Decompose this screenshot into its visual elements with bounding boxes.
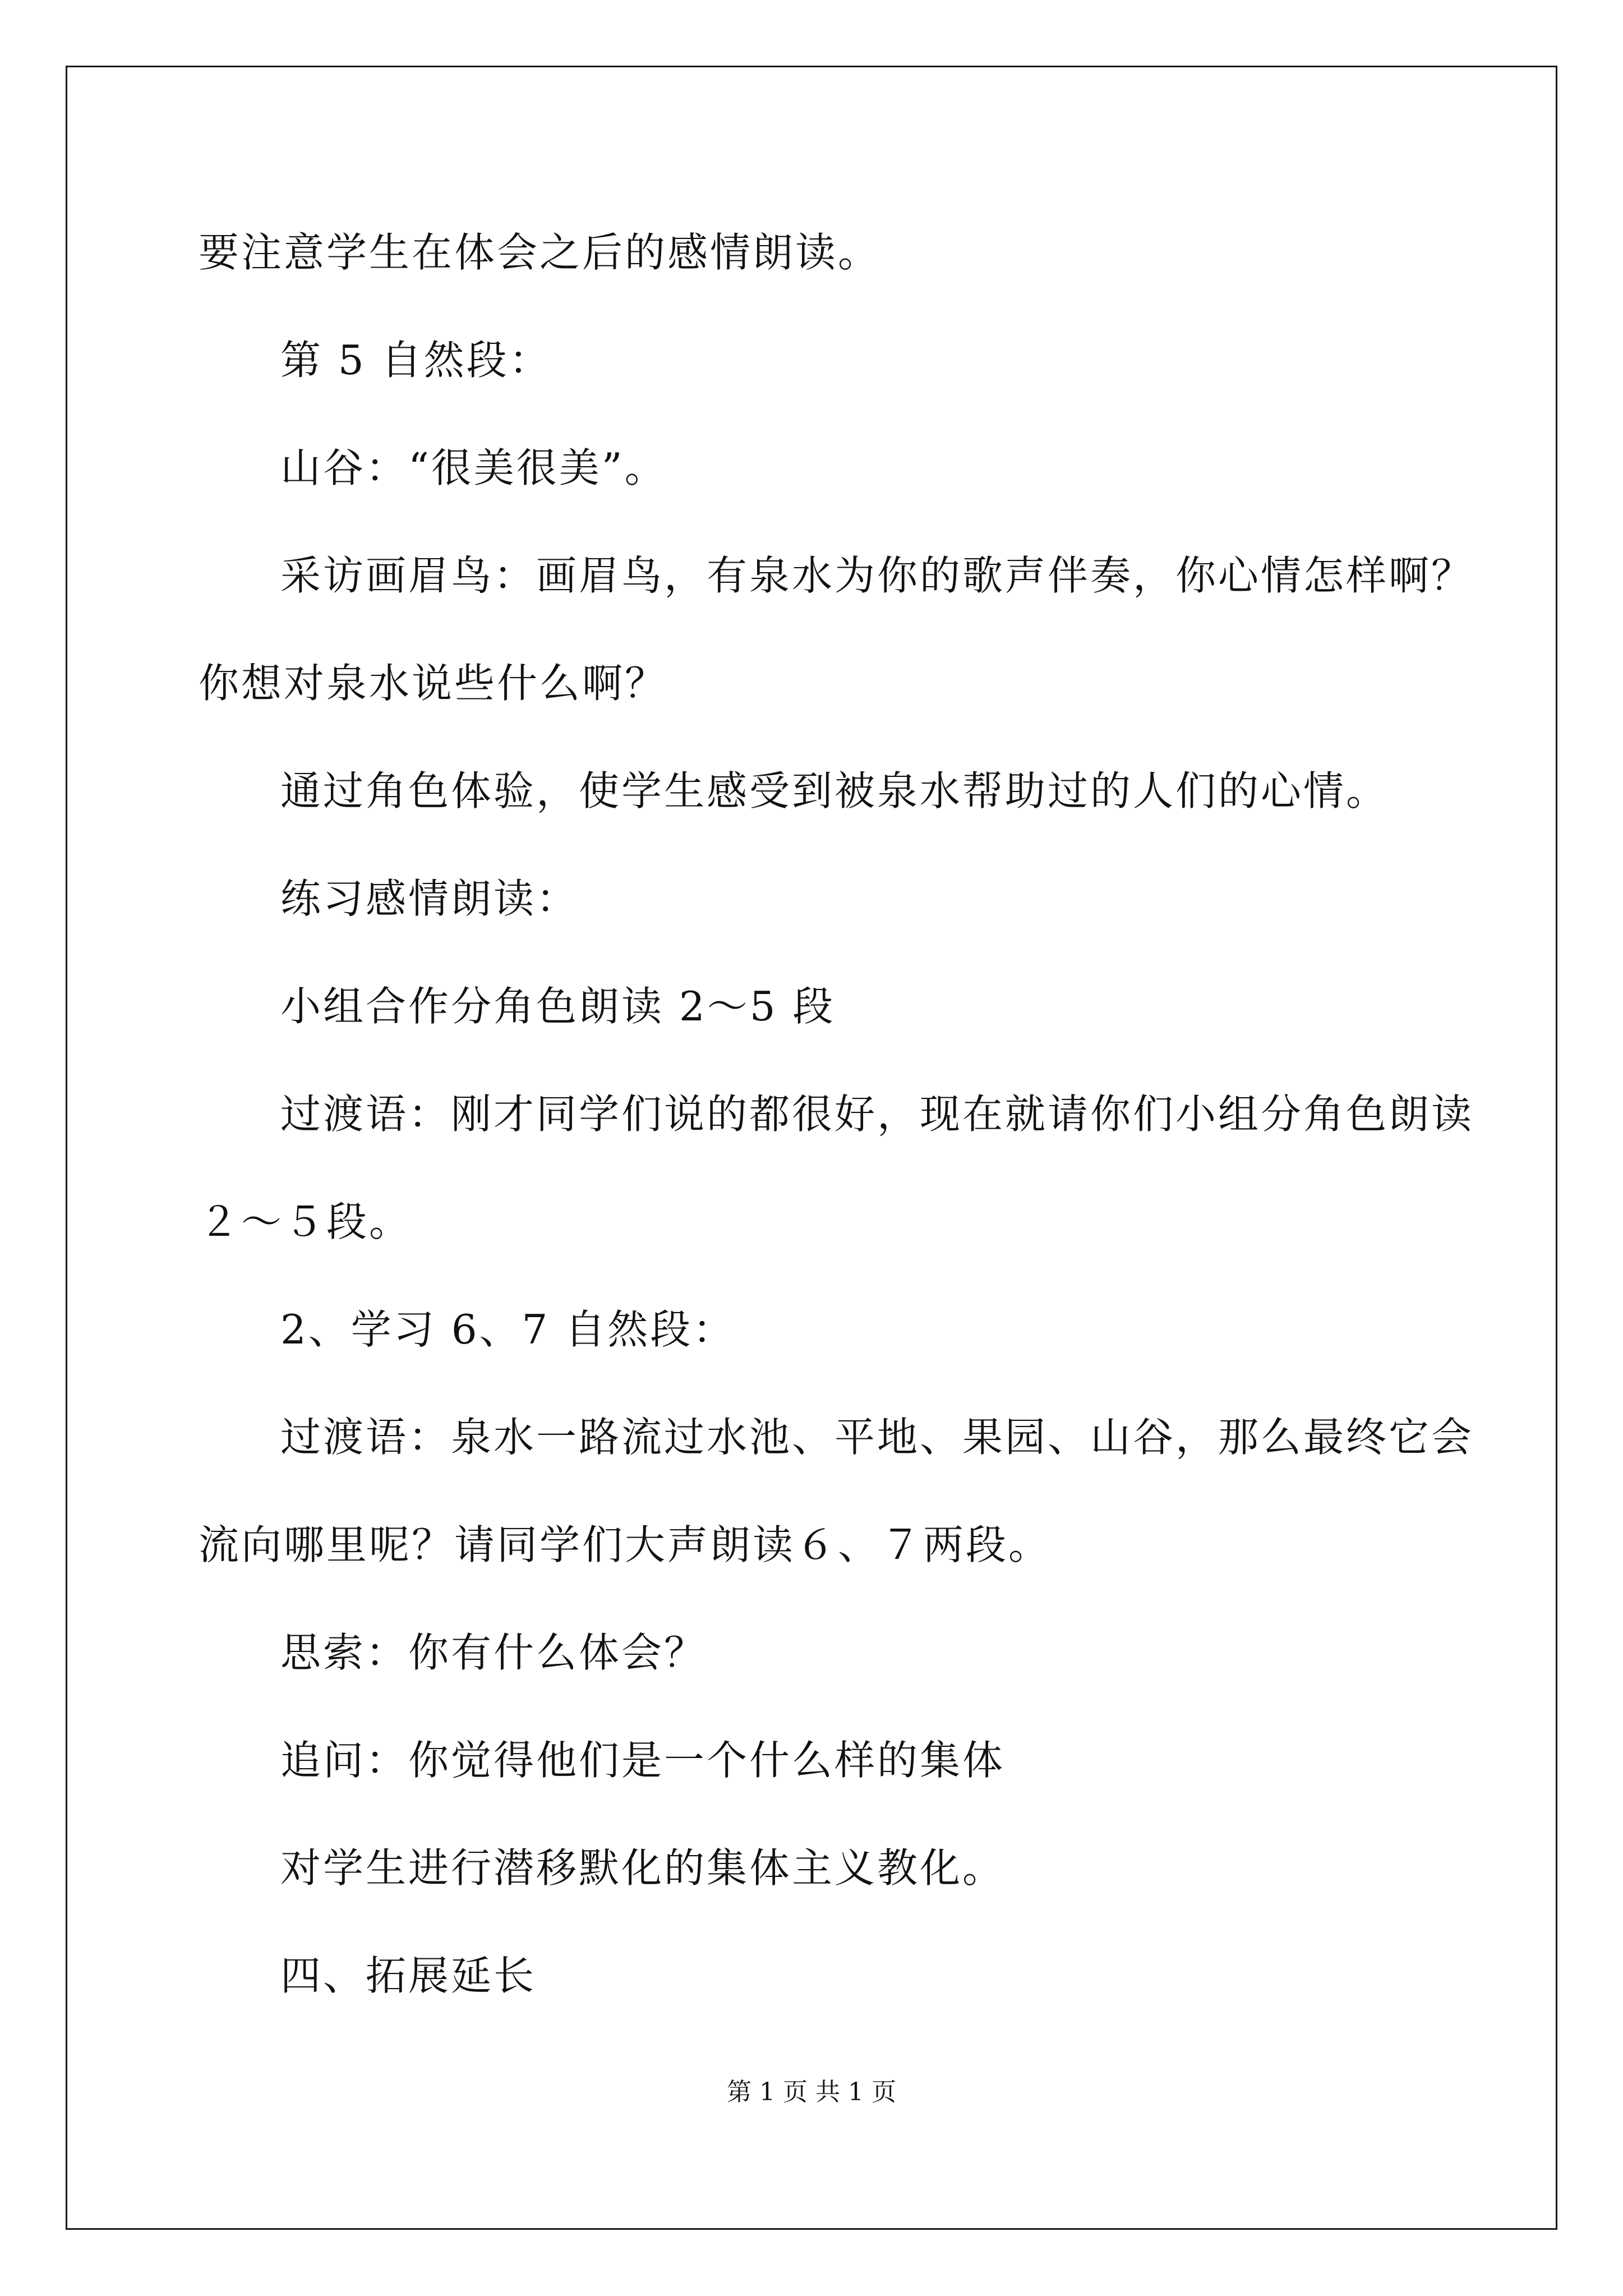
- page-border: [66, 66, 1557, 2230]
- body-line: 过渡语：刚才同学们说的都很好，现在就请你们小组分角色朗读: [280, 1091, 1474, 1138]
- body-line: 山谷：“很美很美”。: [280, 444, 667, 491]
- body-line: 采访画眉鸟：画眉鸟，有泉水为你的歌声伴奏，你心情怎样啊？: [280, 552, 1474, 599]
- body-line: 2、学习 6、7 自然段：: [280, 1306, 736, 1353]
- body-line: ２～５段。: [199, 1198, 412, 1245]
- page-footer: 第 1 页 共 1 页: [727, 2078, 896, 2106]
- body-line: 你想对泉水说些什么啊？: [199, 660, 668, 707]
- body-line: 练习感情朗读：: [280, 875, 579, 922]
- body-line: 通过角色体验，使学生感受到被泉水帮助过的人们的心情。: [280, 767, 1389, 815]
- body-line: 对学生进行潜移默化的集体主义教化。: [280, 1844, 1006, 1892]
- body-line: 小组合作分角色朗读 2～5 段: [280, 983, 836, 1030]
- body-line: 思索：你有什么体会？: [280, 1629, 707, 1676]
- body-line: 流向哪里呢？请同学们大声朗读６、７两段。: [199, 1521, 1052, 1568]
- body-line: 第 5 自然段：: [280, 337, 552, 384]
- section-heading: 四、拓展延长: [280, 1952, 537, 1999]
- body-line: 追问：你觉得他们是一个什么样的集体: [280, 1737, 1006, 1784]
- body-line: 过渡语：泉水一路流过水池、平地、果园、山谷，那么最终它会: [280, 1414, 1474, 1461]
- body-line: 要注意学生在体会之后的感情朗读。: [199, 229, 881, 276]
